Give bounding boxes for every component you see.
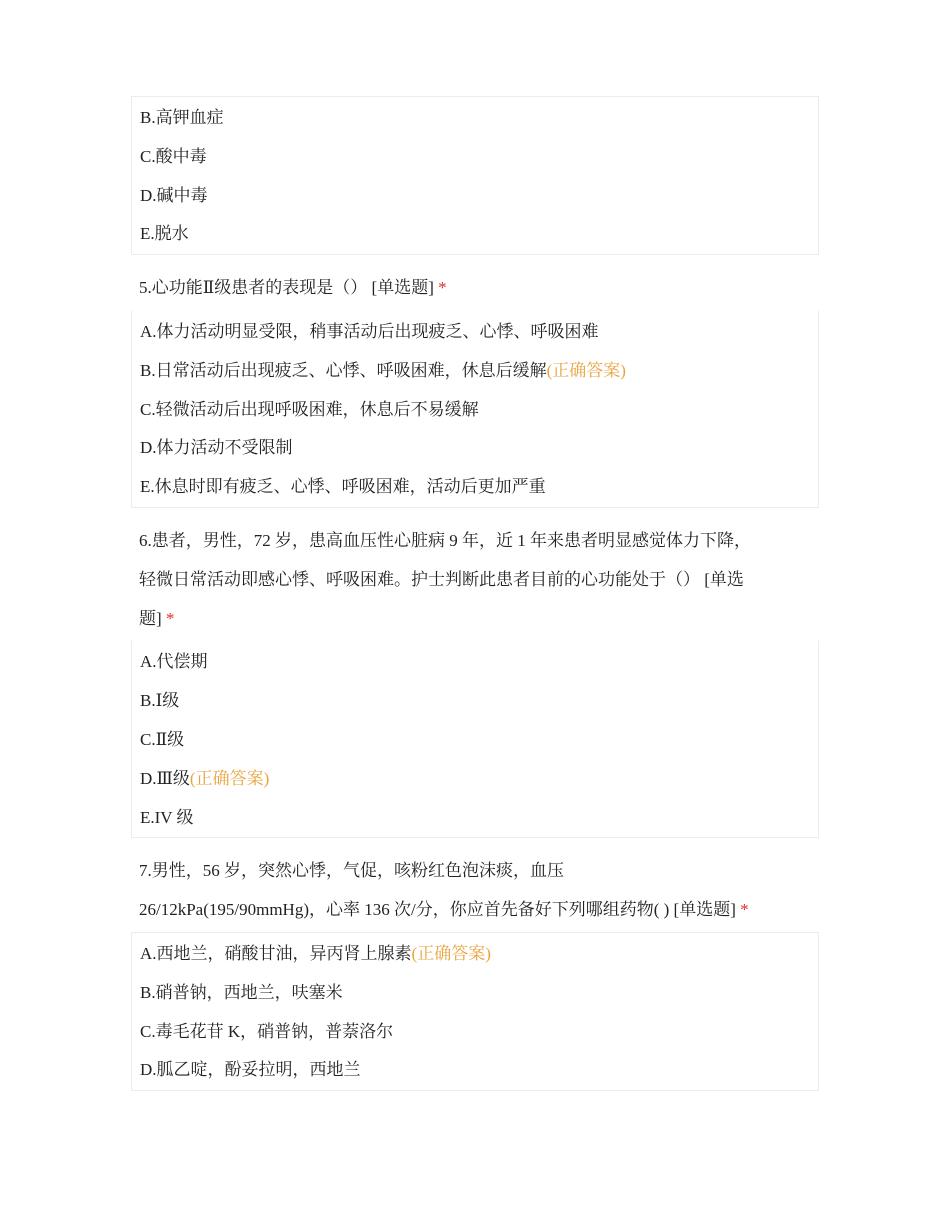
- q7-option-c[interactable]: C.毒毛花苷 K，硝普钠，普萘洛尔: [140, 1021, 394, 1041]
- q6-option-c[interactable]: C.Ⅱ级: [140, 729, 185, 749]
- q5-options: [131, 310, 819, 508]
- q4-option-e[interactable]: E.脱水: [140, 224, 189, 244]
- q7-options: [131, 932, 819, 1091]
- correct-answer-label: (正确答案): [411, 943, 491, 963]
- q6-option-b[interactable]: B.Ⅰ级: [140, 691, 180, 711]
- q5-option-a[interactable]: A.体力活动明显受限，稍事活动后出现疲乏、心悸、呼吸困难: [140, 321, 599, 341]
- q5-option-b[interactable]: B.日常活动后出现疲乏、心悸、呼吸困难，休息后缓解(正确答案): [140, 360, 626, 380]
- q6-option-e[interactable]: E.IV 级: [140, 807, 194, 827]
- q6-stem: 6.患者，男性，72 岁，患高血压性心脏病 9 年，近 1 年来患者明显感觉体力下降， 轻微日常活动即感心悸、呼吸困难。护士判断此患者目前的心功能处于（） [单选 题] *: [139, 530, 751, 628]
- correct-answer-label: (正确答案): [189, 768, 270, 788]
- q7-option-d[interactable]: D.胍乙啶，酚妥拉明，西地兰: [140, 1060, 361, 1080]
- q6-option-a[interactable]: A.代偿期: [140, 652, 208, 672]
- q7-option-a[interactable]: A.西地兰，硝酸甘油，异丙肾上腺素(正确答案): [140, 943, 491, 963]
- q4-option-d[interactable]: D.碱中毒: [140, 185, 208, 205]
- q4-option-c[interactable]: C.酸中毒: [140, 146, 207, 166]
- q7-stem: 7.男性，56 岁，突然心悸，气促，咳粉红色泡沫痰，血压 26/12kPa(195/90mmHg)，心率 136 次/分，你应首先备好下列哪组药物( ) [单选题] *: [139, 861, 749, 920]
- q7-option-b[interactable]: B.硝普钠，西地兰，呋塞米: [140, 982, 343, 1002]
- q5-option-e[interactable]: E.休息时即有疲乏、心悸、呼吸困难，活动后更加严重: [140, 477, 546, 497]
- required-mark: *: [740, 900, 749, 920]
- q5-option-c[interactable]: C.轻微活动后出现呼吸困难，休息后不易缓解: [140, 399, 479, 419]
- q4-option-b[interactable]: B.高钾血症: [140, 108, 224, 127]
- q5-option-d[interactable]: D.体力活动不受限制: [140, 438, 293, 458]
- correct-answer-label: (正确答案): [546, 360, 626, 380]
- q6-options: [131, 640, 819, 838]
- q5-stem: 5.心功能Ⅱ级患者的表现是（） [单选题] *: [139, 278, 447, 298]
- required-mark: *: [165, 608, 175, 628]
- required-mark: *: [438, 278, 447, 298]
- exam-page: [131, 96, 819, 1091]
- q4-options: [131, 96, 819, 255]
- q6-option-d[interactable]: D.Ⅲ级(正确答案): [140, 768, 270, 788]
